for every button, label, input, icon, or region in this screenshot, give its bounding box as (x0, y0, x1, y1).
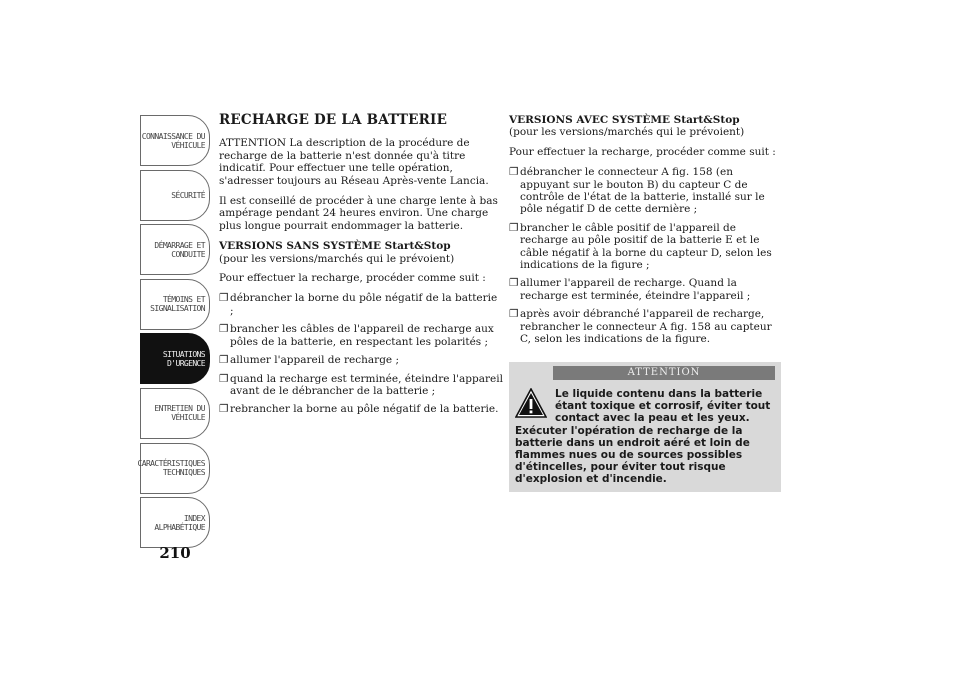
step-text: débrancher la borne du pôle négatif de la batterie ; (230, 292, 498, 317)
tab-label-line2: D'URGENCE (167, 358, 205, 368)
list-item (509, 308, 784, 345)
warning-box (509, 362, 781, 492)
list-item (219, 323, 504, 348)
tab-caracteristiques-techniques[interactable] (137, 443, 210, 494)
tab-label-line1: ENTRETIEN DU (154, 404, 205, 414)
subheading-without-start-stop: VERSIONS SANS SYSTÈME Start&Stop (219, 240, 451, 253)
list-item (509, 166, 784, 216)
subheading-note: (pour les versions/marchés qui le prévoient) (219, 252, 455, 265)
step-text: quand la recharge est terminée, éteindre l'appareil avant de le débrancher de la batterie ; (230, 372, 503, 397)
procedure-steps-list (219, 292, 504, 415)
tab-label-line1: CONNAISSANCE DU (141, 131, 205, 141)
tab-temoins-et-signalisation[interactable] (140, 279, 210, 330)
tab-situations-d-urgence[interactable] (140, 333, 210, 384)
warning-text-first: Le liquide contenu dans la batterie étant toxique et corrosif, éviter tout (555, 387, 771, 413)
procedure-intro: Pour effectuer la recharge, procéder comme suit : (509, 145, 776, 158)
tab-label-line1: CARACTÉRISTIQUES (137, 459, 205, 469)
subheading-note: (pour les versions/marchés qui le prévoient) (509, 126, 745, 139)
subheading-with-start-stop: VERSIONS AVEC SYSTÈME Start&Stop (509, 114, 740, 126)
procedure-intro: Pour effectuer la recharge, procéder comme suit : (219, 272, 486, 285)
tab-label-line2: VÉHICULE (171, 413, 205, 423)
tab-label-line1: SITUATIONS (162, 349, 205, 359)
list-item (509, 277, 784, 302)
tab-label-line2: VÉHICULE (171, 140, 205, 150)
step-text: brancher les câbles de l'appareil de recharge aux pôles de la batterie, en respectant les polarités ; (230, 323, 494, 348)
warning-text-rest: contact avec la peau et les yeux. Exécuter l'opération de recharge de la batterie dans un endroit aéré et loin de flammes nues ou de sources possibles d'étincelles, pour éviter tout risque d'explosion et d'incendie. (515, 412, 750, 486)
checkbox-bullet-icon: ❐ (219, 292, 229, 305)
warning-heading: ATTENTION (553, 366, 775, 380)
checkbox-bullet-icon: ❐ (509, 221, 519, 234)
tab-label-line1: TÉMOINS ET (162, 295, 205, 305)
checkbox-bullet-icon: ❐ (509, 308, 519, 321)
tab-label-line2: CONDUITE (171, 249, 205, 259)
list-item (219, 354, 504, 366)
left-column (219, 114, 504, 422)
checkbox-bullet-icon: ❐ (219, 403, 229, 416)
checkbox-bullet-icon: ❐ (219, 372, 229, 385)
list-item (219, 292, 504, 317)
warning-triangle-icon (515, 388, 547, 418)
advice-paragraph: Il est conseillé de procéder à une charge lente à bas ampérage pendant 24 heures environ. Une charge plus longue pourrait endommager la batterie. (219, 195, 498, 232)
checkbox-bullet-icon: ❐ (219, 354, 229, 367)
list-item (219, 403, 504, 415)
page-number: 210 (159, 544, 191, 562)
tab-demarrage-et-conduite[interactable] (140, 224, 210, 275)
intro-paragraph: ATTENTION La description de la procédure de recharge de la batterie n'est donnée qu'à titre indicatif. Pour effectuer une telle opération, s'adresser toujours au Réseau Après-vente Lancia. (219, 137, 489, 187)
tab-securite[interactable] (140, 170, 210, 221)
step-text: allumer l'appareil de recharge ; (230, 354, 399, 367)
right-column (509, 114, 784, 492)
tab-entretien-du-vehicule[interactable] (140, 388, 210, 439)
tab-label-line2: TECHNIQUES (162, 468, 205, 478)
step-text: débrancher le connecteur A fig. 158 (en appuyant sur le bouton B) du capteur C de contrôle de l'état de la batterie, installé sur le pôle négatif D de cette dernière ; (520, 166, 765, 216)
tab-label-line1: INDEX (183, 513, 205, 523)
checkbox-bullet-icon: ❐ (509, 166, 519, 179)
step-text: brancher le câble positif de l'appareil de recharge au pôle positif de la batterie E et le câble négatif à la borne du capteur D, selon les indications de la figure ; (520, 221, 772, 272)
tab-label-line1: SÉCURITÉ (171, 190, 205, 200)
tab-label-line2: SIGNALISATION (150, 304, 205, 314)
step-text: allumer l'appareil de recharge. Quand la recharge est terminée, éteindre l'appareil ; (520, 277, 751, 302)
step-text: rebrancher la borne au pôle négatif de la batterie. (230, 403, 499, 416)
checkbox-bullet-icon: ❐ (219, 323, 229, 336)
procedure-steps-list (509, 166, 784, 345)
tab-label-line1: DÉMARRAGE ET (154, 240, 205, 250)
list-item (509, 222, 784, 272)
step-text: après avoir débranché l'appareil de recharge, rebrancher le connecteur A fig. 158 au capteur C, selon les indications de la figure. (520, 308, 772, 346)
tab-connaissance-du-vehicule[interactable] (140, 115, 210, 166)
warning-body (515, 388, 775, 486)
tab-index-alphabetique[interactable] (140, 497, 210, 548)
checkbox-bullet-icon: ❐ (509, 277, 519, 290)
section-title: RECHARGE DE LA BATTERIE (219, 112, 448, 128)
chapter-tabs (137, 115, 210, 552)
tab-label-line2: ALPHABÉTIQUE (154, 522, 205, 532)
list-item (219, 373, 504, 398)
